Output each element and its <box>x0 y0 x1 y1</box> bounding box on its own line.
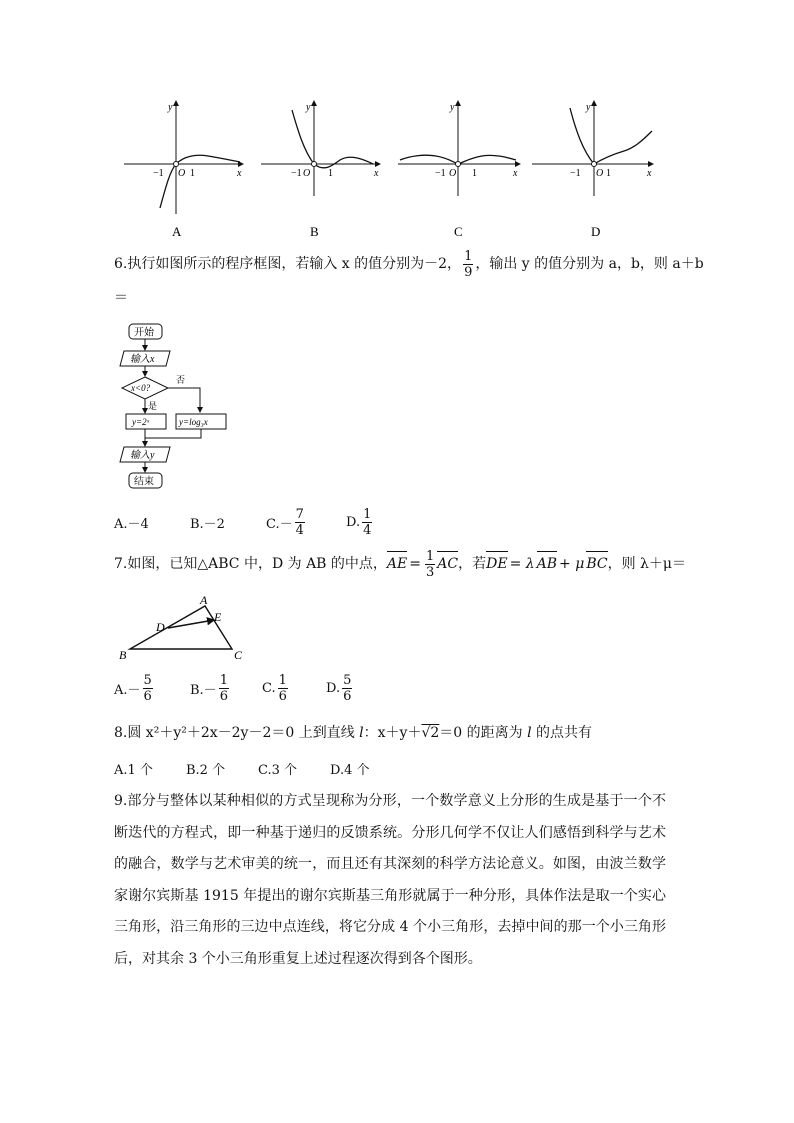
flow-yes-text: y=2ˣ <box>132 417 150 427</box>
q7-option-d-prefix: D. <box>326 680 341 696</box>
q7-option-d <box>326 670 354 706</box>
q7-vec-ab: AB <box>536 556 558 572</box>
q7-option-d-frac <box>342 673 352 704</box>
graph-b-tick-pos: 1 <box>328 168 333 179</box>
q7-vec-ac: AC <box>437 556 459 572</box>
graph-b-origin: O <box>303 168 311 179</box>
q7-vec-de: DE <box>486 556 508 572</box>
flow-no-text: y=log₃x <box>179 417 208 427</box>
q7-option-a <box>114 670 155 706</box>
q8-option-b-text: B.2 个 <box>186 763 226 778</box>
q8-option-b <box>186 759 225 778</box>
q7-option-b <box>190 670 231 706</box>
q6-stem-text: 6.执行如图所示的程序框图，若输入 x 的值分别为－2， <box>114 256 462 272</box>
q7-tail: ，则 λ＋μ＝ <box>607 556 686 572</box>
graph-a-y-label: y <box>168 102 173 113</box>
graph-d-tick-neg: −1 <box>570 168 581 179</box>
q7-option-c <box>262 670 290 706</box>
graph-d-y-label: y <box>586 102 591 113</box>
graph-a-origin: O <box>178 168 186 179</box>
graph-a-tick-neg: −1 <box>153 168 164 179</box>
q7-triangle-figure <box>116 592 256 662</box>
q6-stem-tail: ，输出 y 的值分别为 a，b，则 a＋b <box>475 256 704 272</box>
q6-option-d-prefix: D. <box>346 514 361 530</box>
tri-label-e: E <box>214 610 222 624</box>
flowchart-svg <box>112 320 242 495</box>
flow-input-x-text: 输入x <box>130 354 155 365</box>
q7-eq: = <box>409 556 421 572</box>
tri-label-d: D <box>156 620 165 634</box>
q7-stem-a: 7.如图，已知△ABC 中，D 为 AB 的中点， <box>114 556 387 572</box>
q7-option-c-prefix: C. <box>262 680 276 696</box>
q7-frac-n: 1 <box>426 548 435 564</box>
graph-d-x-label: x <box>647 168 652 179</box>
graph-d <box>532 101 653 196</box>
q6-option-c-prefix: C.－ <box>266 516 293 532</box>
q6-option-c-n: 7 <box>295 506 304 522</box>
flow-input-y-text: 输入y <box>130 450 155 461</box>
q7-eq2: = λ <box>509 556 535 572</box>
q7-option-c-frac <box>278 673 288 704</box>
graph-d-label: D <box>591 224 601 239</box>
q7-option-a-prefix: A.－ <box>114 682 141 698</box>
graph-c-tick-pos: 1 <box>472 168 477 179</box>
q6-option-a-text: A.－4 <box>114 517 149 532</box>
graph-b-tick-neg: −1 <box>291 168 302 179</box>
q6-frac-d: 9 <box>464 264 473 280</box>
graph-c-origin: O <box>449 168 457 179</box>
triangle-svg <box>116 592 256 662</box>
q7-frac-d: 3 <box>426 564 435 580</box>
q6-frac-n: 1 <box>464 248 473 264</box>
graph-c-x-label: x <box>513 168 518 179</box>
q8-distance-l: l <box>527 725 532 741</box>
q7-plus: + μ <box>559 556 585 572</box>
q7-vec-bc: BC <box>586 556 608 572</box>
flow-end-text: 结束 <box>134 476 154 488</box>
graph-b <box>261 101 380 196</box>
q6-option-c <box>266 504 307 540</box>
graph-a <box>124 101 243 214</box>
q7-mid: ，若 <box>458 556 487 572</box>
q8-stem <box>114 723 592 743</box>
graph-c-y-label: y <box>450 102 455 113</box>
q7-option-c-d: 6 <box>278 688 287 704</box>
q7-option-b-n: 1 <box>219 672 228 688</box>
q8-stem-b: ：x＋y＋ <box>363 725 422 741</box>
q8-option-c-text: C.3 个 <box>258 763 298 778</box>
flow-condition-text: x<0? <box>131 383 151 393</box>
tri-label-b: B <box>119 648 127 662</box>
q8-option-d-text: D.4 个 <box>330 763 370 778</box>
q6-option-b <box>190 513 225 532</box>
q6-option-a <box>114 513 149 532</box>
q7-vec-ae: AE <box>386 556 408 572</box>
q6-option-b-text: B.－2 <box>190 517 225 532</box>
graph-c-label: C <box>454 224 463 239</box>
q6-flowchart <box>112 320 242 495</box>
q6-option-d-frac <box>362 507 372 538</box>
graph-c <box>398 101 520 196</box>
q7-stem <box>114 546 686 582</box>
tri-label-c: C <box>234 648 243 662</box>
graph-d-origin: O <box>596 168 604 179</box>
q7-option-b-frac <box>219 673 229 704</box>
q7-option-a-d: 6 <box>143 688 152 704</box>
q7-option-c-n: 1 <box>278 672 287 688</box>
q7-option-a-n: 5 <box>143 672 152 688</box>
q7-option-a-frac <box>143 673 153 704</box>
q8-stem-c: ＝0 的距离为 <box>439 725 528 741</box>
graph-b-x-label: x <box>374 168 379 179</box>
graph-d-tick-pos: 1 <box>606 168 611 179</box>
graph-a-x-label: x <box>237 168 242 179</box>
q7-frac <box>425 549 435 580</box>
q6-option-d-n: 1 <box>363 506 372 522</box>
graph-b-y-label: y <box>306 102 311 113</box>
q7-option-d-n: 5 <box>343 672 352 688</box>
graph-a-label: A <box>172 224 182 239</box>
q9-paragraph: 9.部分与整体以某种相似的方式呈现称为分形，一个数学意义上分形的生成是基于一个不断迭代的方程式，即一种基于递归的反馈系统。分形几何学不仅让人们感悟到科学与艺术的融合，数学与艺术审美的统一，而且还有其深刻的科学方法论意义。如图，由波兰数学家谢尔宾斯基 1915 年提出的谢尔宾斯基三角形就属于一种分形，具体作法是取一个实心三角形，沿三角形的三边中点连线，将它分成 4 个小三角形，去掉中间的那一个小三角形后，对其余 3 个小三角形重复上述过程逐次得到各个图形。 <box>114 793 666 967</box>
q5-graphs-svg <box>118 96 663 246</box>
q5-graph-panel <box>118 96 663 246</box>
q6-stem <box>114 246 704 282</box>
q6-option-c-frac <box>295 507 305 538</box>
q7-option-b-prefix: B.－ <box>190 682 217 698</box>
graph-b-label: B <box>310 224 319 239</box>
q6-option-c-d: 4 <box>295 522 304 538</box>
q8-stem-d: 的点共有 <box>531 725 593 741</box>
graph-c-tick-neg: −1 <box>435 168 446 179</box>
q8-sqrt: √2 <box>421 725 440 741</box>
q6-frac <box>463 249 473 280</box>
q8-option-a-text: A.1 个 <box>114 763 153 778</box>
q6-stem-line2: ＝ <box>114 290 128 306</box>
q8-line-l: l <box>359 725 364 741</box>
q8-option-d <box>330 759 370 778</box>
q8-stem-a: 8.圆 x²＋y²＋2x－2y－2＝0 上到直线 <box>114 725 360 741</box>
q8-option-c <box>258 759 297 778</box>
q7-option-d-d: 6 <box>343 688 352 704</box>
q6-option-d-d: 4 <box>363 522 372 538</box>
flow-yes-label: 是 <box>148 401 158 411</box>
flow-start-text: 开始 <box>134 327 154 339</box>
flow-no-label: 否 <box>176 375 186 385</box>
graph-a-tick-pos: 1 <box>190 168 195 179</box>
tri-label-a: A <box>200 593 208 607</box>
q7-option-b-d: 6 <box>219 688 228 704</box>
q6-option-d <box>346 504 374 540</box>
q8-option-a <box>114 759 153 778</box>
